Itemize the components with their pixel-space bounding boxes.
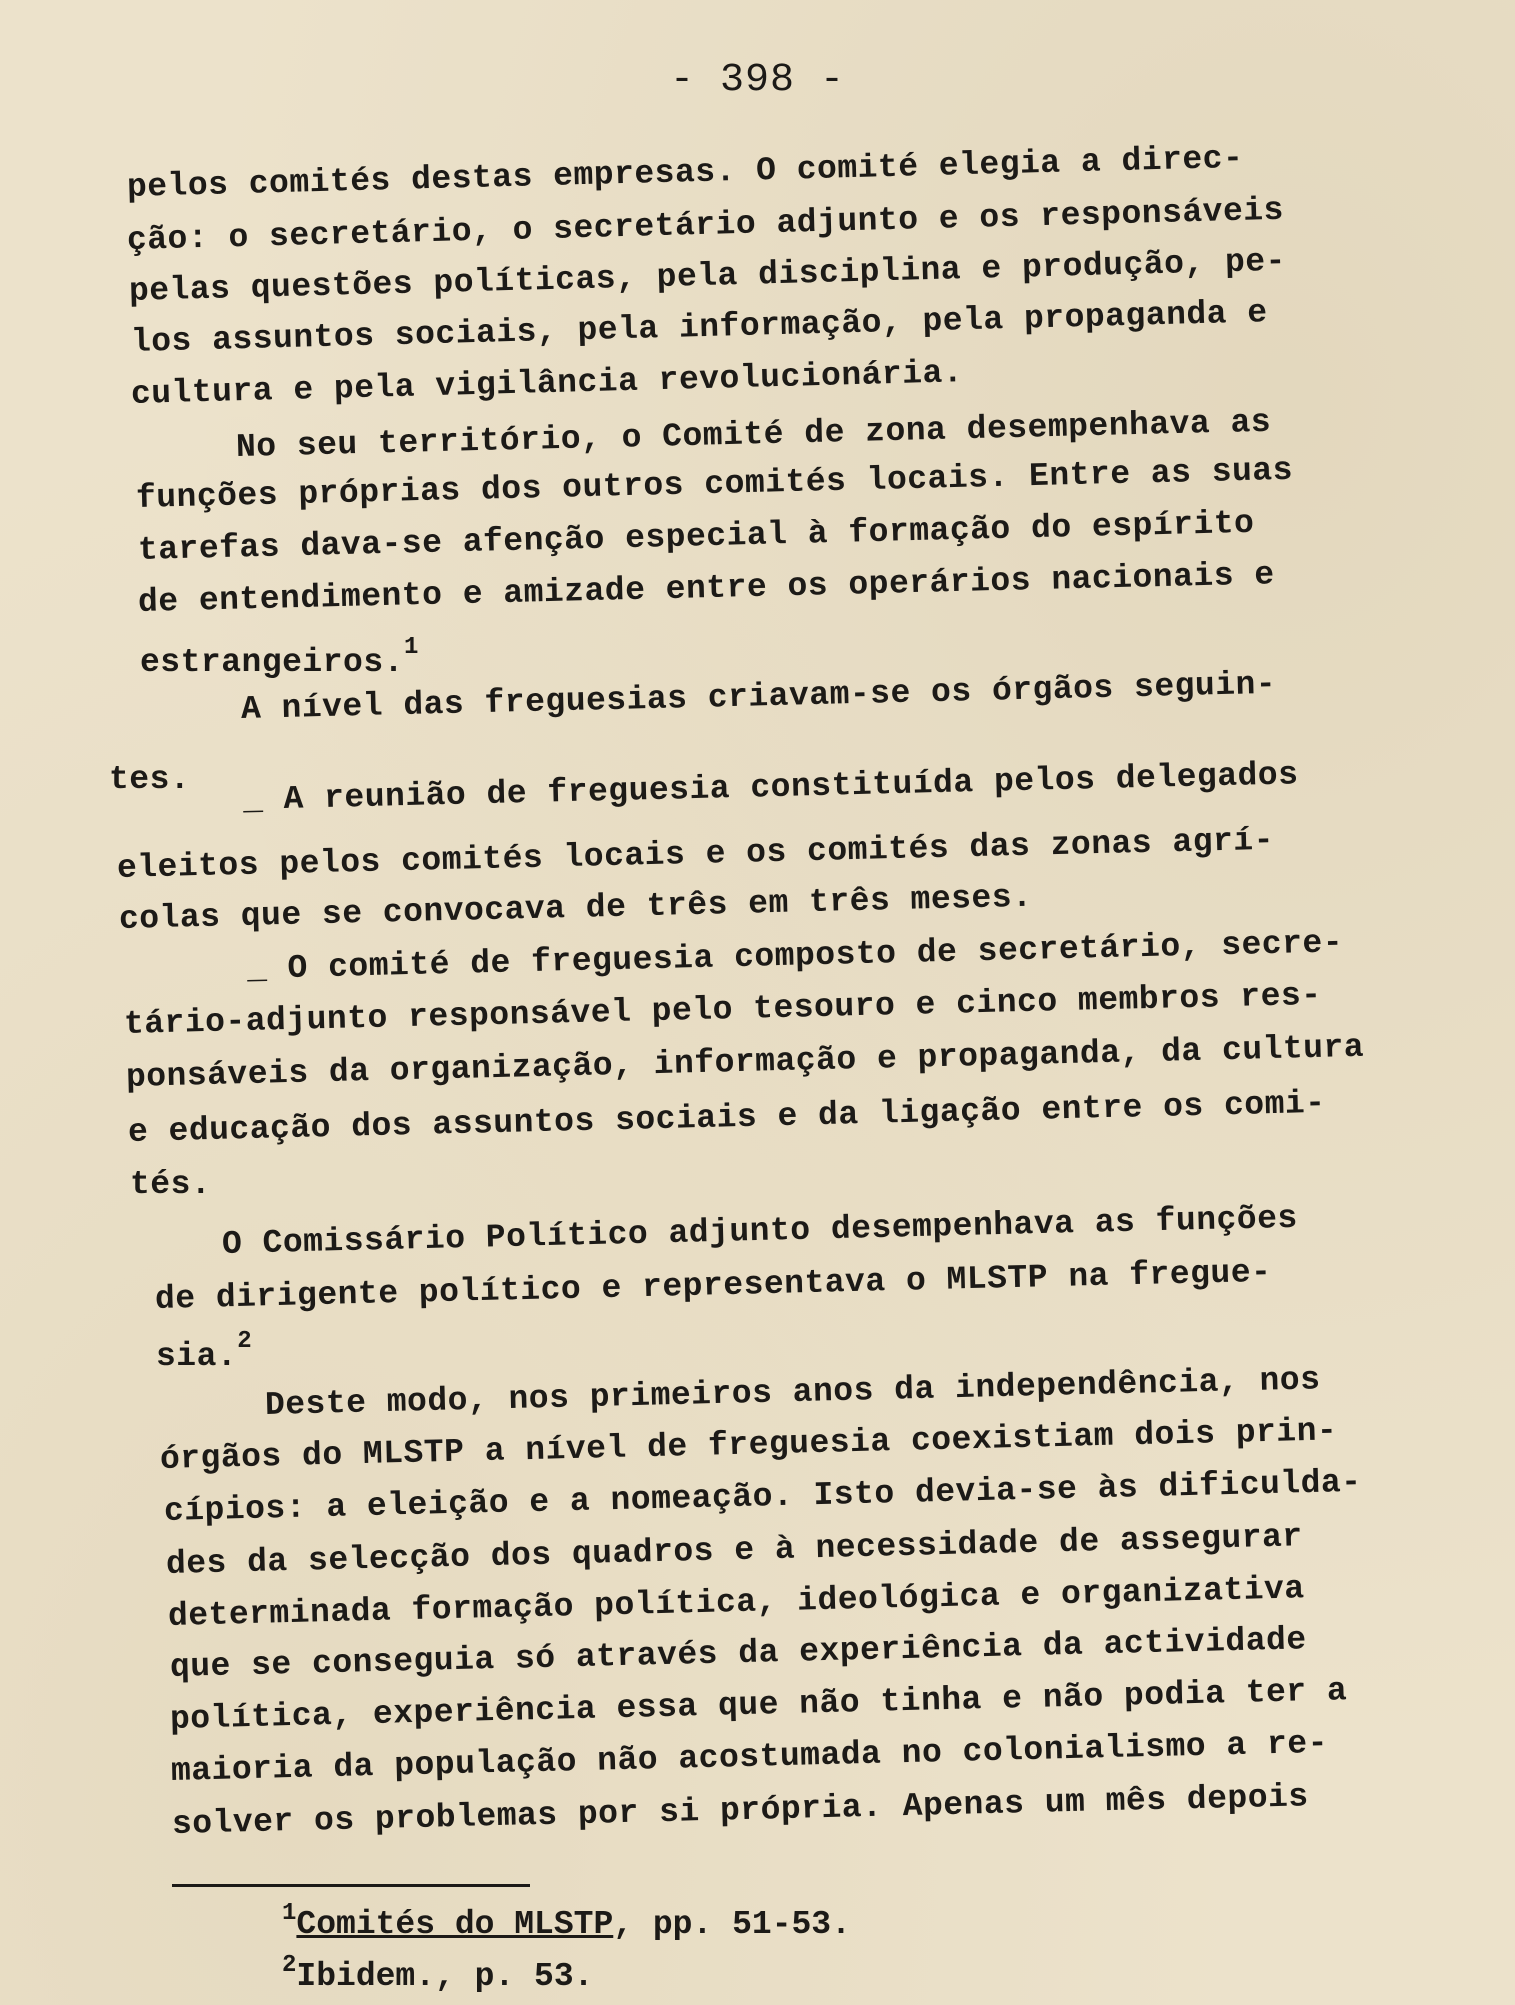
text-line: determinada formação política, ideológica e organizativa bbox=[167, 1570, 1306, 1635]
text-line: Deste modo, nos primeiros anos da independência, nos bbox=[264, 1361, 1321, 1424]
text-line: colas que se convocava de três em três meses. bbox=[118, 878, 1033, 938]
footnote-source-title: Ibidem. bbox=[296, 1958, 436, 1995]
page-number: - 398 - bbox=[669, 58, 846, 103]
text-line: órgãos do MLSTP a nível de freguesia coexistiam dois prin- bbox=[159, 1412, 1338, 1478]
footnote-mark: 2 bbox=[282, 1952, 297, 1979]
footnote-ref-1: 1 bbox=[403, 634, 419, 661]
text-line: ponsáveis da organização, informação e propaganda, da cultura bbox=[125, 1028, 1365, 1096]
text-line: _ O comité de freguesia composto de secretário, secre- bbox=[246, 924, 1344, 988]
text-line: O Comissário Político adjunto desempenhava as funções bbox=[221, 1199, 1299, 1263]
text-line: eleitos pelos comités locais e os comités das zonas agrí- bbox=[116, 821, 1275, 887]
text-line: solver os problemas por si própria. Apenas um mês depois bbox=[171, 1778, 1310, 1843]
text-line: de entendimento e amizade entre os operários nacionais e bbox=[137, 556, 1276, 621]
footnote-1 bbox=[282, 1894, 851, 1945]
footnote-pages: , p. 53. bbox=[435, 1958, 594, 1995]
text-line: estrangeiros.$^1$ bbox=[140, 634, 419, 681]
text-line: No seu território, o Comité de zona desempenhava as bbox=[235, 403, 1272, 466]
text-line: pelos comités destas empresas. O comité elegia a direc- bbox=[126, 139, 1244, 206]
text-line: maioria da população não acostumada no colonialismo a re- bbox=[170, 1724, 1329, 1790]
text-line: A nível das freguesias criavam-se os órgãos seguin- bbox=[240, 665, 1277, 728]
text-line: funções próprias dos outros comités locais. Entre as suas bbox=[135, 451, 1294, 517]
text-line: sia.$^2$ bbox=[156, 1328, 253, 1375]
text-line: tés. bbox=[130, 1166, 212, 1203]
text-line: cípios: a eleição e a nomeação. Isto devia-se às dificulda- bbox=[163, 1463, 1362, 1530]
text-line: tarefas dava-se afenção especial à formação do espírito bbox=[137, 504, 1255, 569]
text-line: de dirigente político e representava o MLSTP na fregue- bbox=[154, 1253, 1272, 1318]
text-line: que se conseguia só através da experiência da actividade bbox=[169, 1621, 1308, 1686]
footnote-source-title: Comités do MLSTP bbox=[296, 1906, 614, 1943]
text-line: política, experiência essa que não tinha e não podia ter a bbox=[169, 1672, 1348, 1738]
footnote-mark: 1 bbox=[282, 1900, 297, 1927]
text-line: tes. bbox=[109, 761, 191, 798]
footnote-pages: , pp. 51-53. bbox=[613, 1906, 851, 1943]
footnote-ref-2: 2 bbox=[237, 1328, 253, 1355]
text-line: cultura e pela vigilância revolucionária. bbox=[130, 354, 964, 413]
text-line: des da selecção dos quadros e à necessidade de assegurar bbox=[165, 1518, 1304, 1583]
text-line: e educação dos assuntos sociais e da ligação entre os comi- bbox=[127, 1084, 1326, 1151]
text-line: tário-adjunto responsável pelo tesouro e cinco membros res- bbox=[123, 976, 1322, 1043]
text-line: _ A reunião de freguesia constituída pelos delegados bbox=[242, 756, 1299, 819]
text-line: pelas questões políticas, pela disciplina e produção, pe- bbox=[128, 242, 1287, 310]
footnote-2 bbox=[282, 1946, 593, 1997]
text-line: los assuntos sociais, pela informação, pela propaganda e bbox=[130, 294, 1269, 361]
footnote-divider bbox=[172, 1884, 530, 1887]
text-line: ção: o secretário, o secretário adjunto e os responsáveis bbox=[126, 191, 1285, 259]
